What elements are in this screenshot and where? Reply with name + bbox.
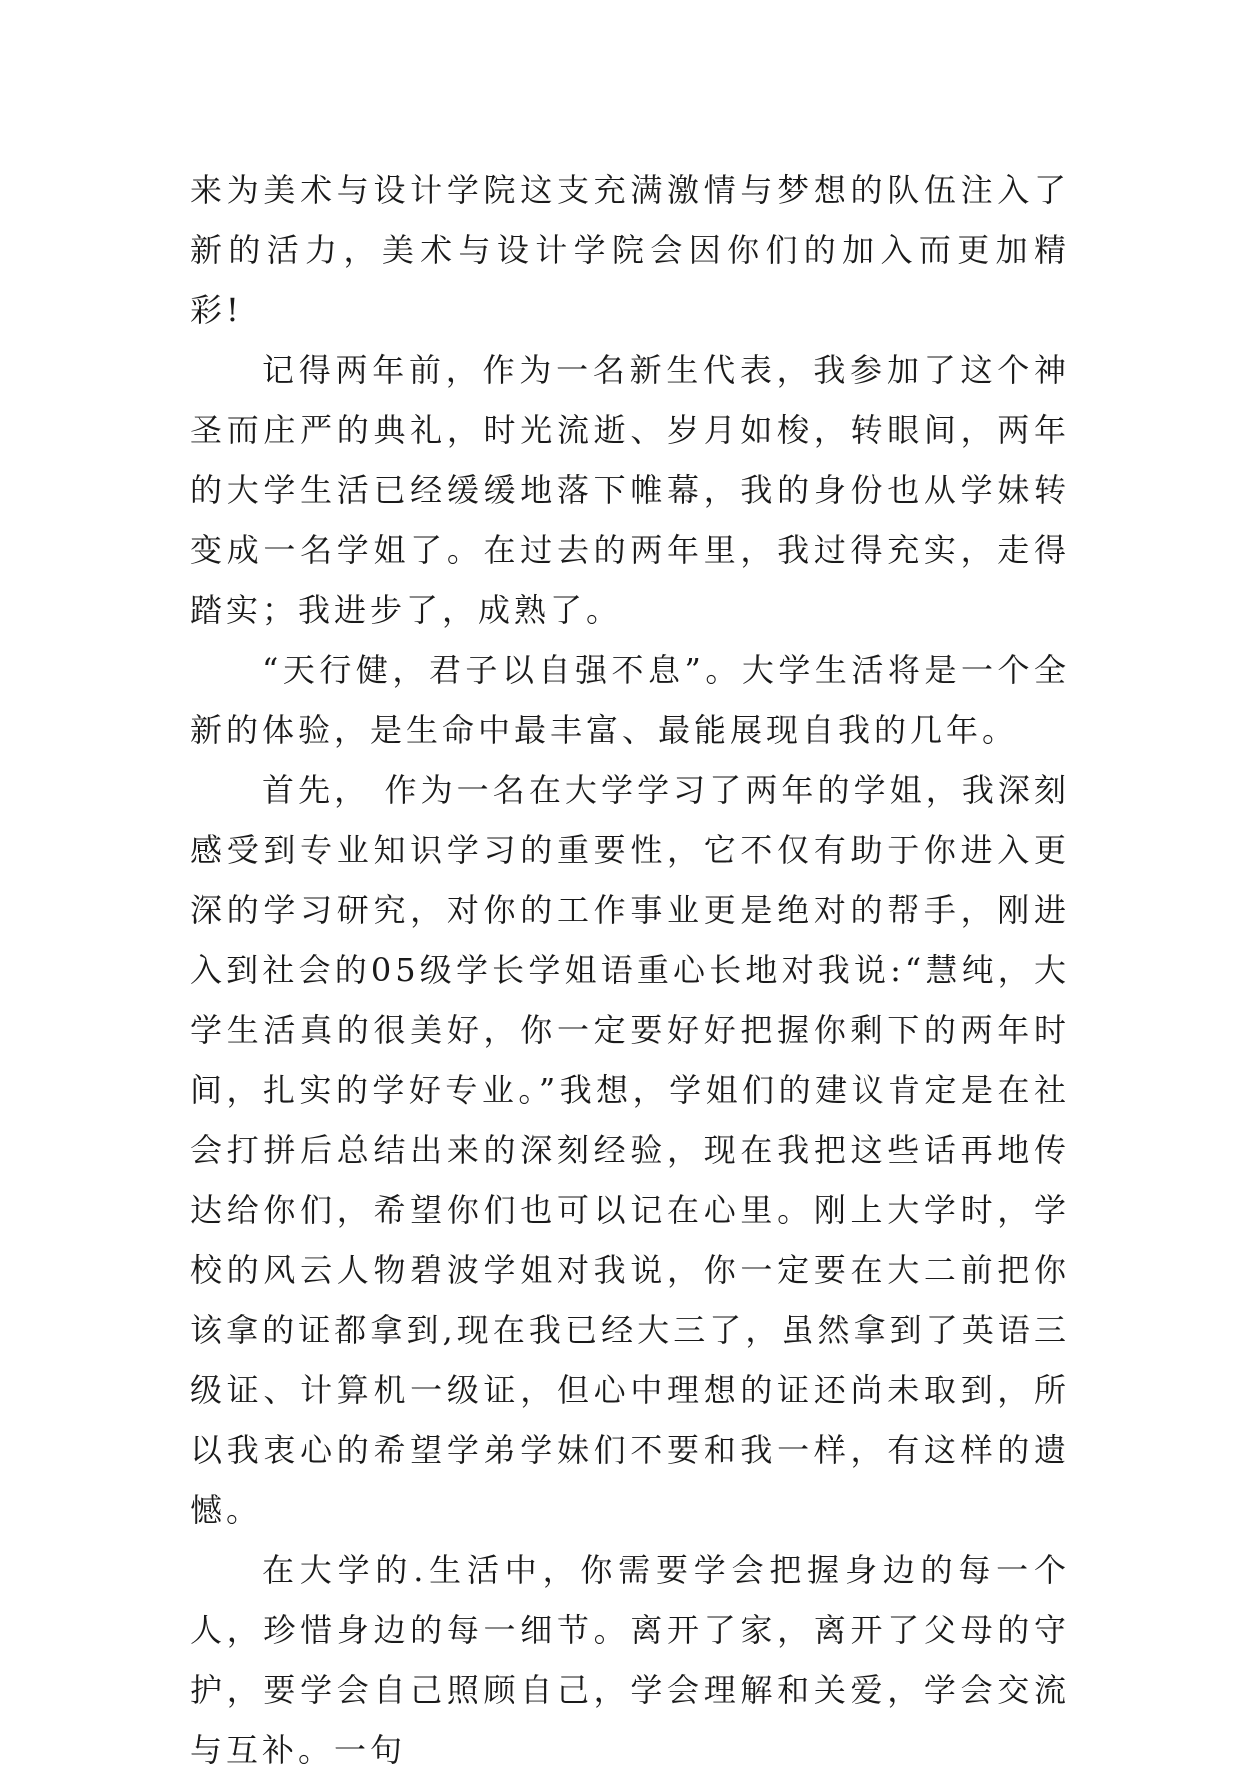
paragraph-5: 在大学的.生活中，你需要学会把握身边的每一个人，珍惜身边的每一细节。离开了家，离开了父母的守护，要学会自己照顾自己，学会理解和关爱，学会交流与互补。一句 [190,1551,1070,1769]
paragraph-4: 首先， 作为一名在大学学习了两年的学姐，我深刻感受到专业知识学习的重要性，它不仅有助于你进入更深的学习研究，对你的工作事业更是绝对的帮手，刚进入到社会的05级学长学姐语重心长地对我说:“慧纯，大学生活真的很美好，你一定要好好把握你剩下的两年时间，扎实的学好专业。”我想，学姐们的建议肯定是在社会打拼后总结出来的深刻经验，现在我把这些话再地传达给你们，希望你们也可以记在心里。刚上大学时，学校的风云人物碧波学姐对我说，你一定要在大二前把你该拿的证都拿到,现在我已经大三了，虽然拿到了英语三级证、计算机一级证，但心中理想的证还尚未取到，所以我衷心的希望学弟学妹们不要和我一样，有这样的遗憾。 [190,771,1070,1529]
paragraph-3: “天行健，君子以自强不息”。大学生活将是一个全新的体验，是生命中最丰富、最能展现自我的几年。 [190,651,1070,749]
document-body [190,160,1070,1780]
paragraph-2: 记得两年前，作为一名新生代表，我参加了这个神圣而庄严的典礼，时光流逝、岁月如梭，转眼间，两年的大学生活已经缓缓地落下帷幕，我的身份也从学妹转变成一名学姐了。在过去的两年里，我过得充实，走得踏实；我进步了，成熟了。 [190,351,1070,629]
paragraph-1: 来为美术与设计学院这支充满激情与梦想的队伍注入了新的活力，美术与设计学院会因你们的加入而更加精彩! [190,171,1070,329]
